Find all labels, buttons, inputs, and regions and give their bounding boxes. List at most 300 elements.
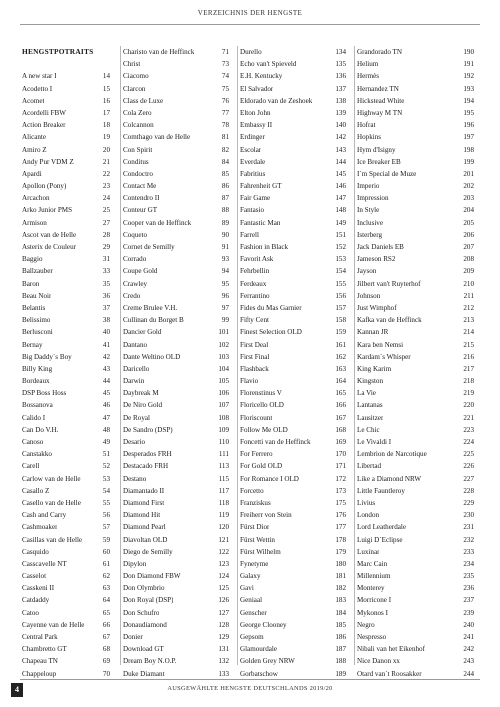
index-entry: [22, 619, 118, 631]
index-entry: [240, 631, 352, 643]
page-ref: 196: [463, 121, 474, 130]
index-entry: [240, 180, 352, 192]
index-entry: [123, 144, 235, 156]
page-ref: 95: [221, 279, 229, 288]
stallion-name: Crawley: [123, 279, 148, 288]
stallion-name: Monterey: [357, 584, 385, 593]
stallion-name: Florenstinus V: [240, 389, 282, 398]
index-entry: [240, 70, 352, 82]
stallion-name: Can Do V.H.: [22, 425, 59, 434]
stallion-name: Canoso: [22, 438, 44, 446]
stallion-name: Catdaddy: [22, 596, 50, 605]
page-ref: 109: [218, 425, 229, 434]
page-ref: 203: [463, 194, 474, 203]
stallion-name: Baron: [22, 279, 40, 288]
page-ref: 14: [102, 72, 110, 81]
page-ref: 73: [221, 60, 229, 69]
index-entry: [22, 412, 118, 424]
stallion-name: Fahrenheit GT: [240, 182, 282, 191]
page-ref: 189: [335, 669, 346, 678]
page-ref: 44: [102, 377, 110, 386]
section-spacer: [22, 58, 118, 70]
index-entry: [357, 546, 480, 558]
index-entry: [123, 156, 235, 168]
index-entry: [240, 131, 352, 143]
page-ref: 168: [335, 425, 346, 434]
stallion-name: Contact Me: [123, 182, 157, 191]
page-ref: 225: [463, 450, 474, 459]
index-entry: [123, 217, 235, 229]
stallion-name: Jayson: [357, 267, 377, 276]
running-header: VERZEICHNIS DER HENGSTE: [197, 9, 303, 17]
stallion-name: Coqueto: [123, 230, 148, 239]
page-ref: 21: [102, 157, 110, 166]
page-ref: 88: [221, 206, 229, 215]
stallion-name: Destacado FRH: [123, 462, 169, 471]
stallion-name: Favorit Ask: [240, 255, 274, 264]
stallion-name: Fehrbellin: [240, 267, 270, 276]
index-entry: [357, 58, 480, 70]
stallion-name: Fabritius: [240, 169, 266, 178]
page-ref: 46: [102, 401, 110, 410]
index-entry: [357, 278, 480, 290]
page-ref: 198: [463, 145, 474, 154]
index-entry: [357, 412, 480, 424]
index-entry: [22, 570, 118, 582]
stallion-name: Casillas van de Helle: [22, 535, 83, 544]
index-entry: [22, 582, 118, 594]
page-ref: 191: [463, 60, 474, 69]
stallion-name: King Karim: [357, 364, 392, 373]
page-ref: 126: [218, 596, 229, 605]
index-entry: [123, 594, 235, 606]
index-entry: [357, 570, 480, 582]
page-ref: 216: [463, 352, 474, 361]
stallion-name: Lantanas: [357, 401, 383, 410]
index-entry: [22, 643, 118, 655]
index-entry: [357, 387, 480, 399]
index-entry: [357, 558, 480, 570]
index-entry: [357, 448, 480, 460]
index-entry: [123, 83, 235, 95]
page-ref: 201: [463, 169, 474, 178]
index-entry: [357, 668, 480, 680]
stallion-name: Alicante: [22, 133, 47, 142]
index-entry: [240, 83, 352, 95]
stallion-name: Diavoltan OLD: [123, 535, 168, 544]
page-ref: 226: [463, 462, 474, 471]
page-ref: 45: [102, 389, 110, 398]
index-entry: [357, 70, 480, 82]
page-ref: 152: [335, 243, 346, 251]
page-ref: 148: [335, 206, 346, 215]
index-entry: [123, 546, 235, 558]
stallion-name: La Vie: [357, 389, 376, 398]
stallion-name: In Style: [357, 206, 380, 215]
index-entry: [22, 265, 118, 277]
stallion-name: Download GT: [123, 645, 164, 654]
index-entry: [123, 119, 235, 131]
stallion-name: Diamond First: [123, 498, 165, 507]
index-entry: [240, 278, 352, 290]
index-entry: [123, 436, 235, 448]
stallion-name: Finest Selection OLD: [240, 328, 302, 337]
index-entry: [357, 119, 480, 131]
page-ref: 210: [463, 279, 474, 288]
stallion-name: Colcannon: [123, 121, 154, 130]
index-entry: [22, 473, 118, 485]
stallion-name: First Deal: [240, 340, 269, 349]
stallion-name: Berlusconi: [22, 328, 53, 337]
index-entry: [240, 424, 352, 436]
index-entry: [240, 339, 352, 351]
index-entry: [22, 497, 118, 509]
index-entry: [240, 607, 352, 619]
stallion-name: Bordeaux: [22, 377, 50, 386]
page-ref: 213: [463, 316, 474, 325]
index-entry: [22, 131, 118, 143]
stallion-name: Con Spirit: [123, 145, 153, 154]
page-ref: 54: [102, 486, 110, 495]
index-entry: [240, 241, 352, 253]
page-ref: 231: [463, 523, 474, 532]
stallion-name: Hopkins: [357, 133, 382, 142]
stallion-name: Kingston: [357, 377, 384, 386]
index-entry: [240, 204, 352, 216]
stallion-name: Geniaal: [240, 596, 263, 605]
page-ref: 91: [221, 243, 229, 251]
stallion-name: Condoctro: [123, 169, 153, 178]
page-ref: 241: [463, 633, 474, 641]
stallion-name: Just Wimphof: [357, 303, 397, 312]
index-entry: [123, 204, 235, 216]
index-entry: [357, 534, 480, 546]
index-entry: [357, 253, 480, 265]
stallion-name: Charisto van de Heffinck: [123, 48, 195, 56]
index-entry: [123, 485, 235, 497]
stallion-name: Dipylon: [123, 559, 147, 568]
page-ref: 42: [102, 352, 110, 361]
page-ref: 55: [102, 498, 110, 507]
page-ref: 234: [463, 559, 474, 568]
page-ref: 230: [463, 511, 474, 520]
page-ref: 119: [218, 511, 229, 520]
stallion-name: Jack Daniels EB: [357, 243, 404, 251]
index-entry: [123, 107, 235, 119]
stallion-name: Casallo Z: [22, 486, 50, 495]
page-ref: 65: [102, 608, 110, 617]
page-ref: 244: [463, 669, 474, 678]
stallion-name: Fürst Wilhelm: [240, 547, 281, 556]
stallion-name: Casello van de Helle: [22, 498, 81, 507]
stallion-name: Armison: [22, 218, 47, 227]
stallion-name: De Sandro (DSP): [123, 425, 173, 434]
page-ref: 110: [218, 438, 229, 446]
stallion-name: Fair Game: [240, 194, 271, 203]
stallion-name: Fashion in Black: [240, 243, 289, 251]
index-entry: [123, 375, 235, 387]
page-ref: 90: [221, 230, 229, 239]
page-ref: 24: [102, 194, 110, 203]
stallion-name: Don Diamond FBW: [123, 572, 181, 581]
page-ref: 228: [463, 486, 474, 495]
stallion-name: Libertad: [357, 462, 382, 471]
page-ref: 209: [463, 267, 474, 276]
page-ref: 221: [463, 413, 474, 422]
stallion-name: Flashback: [240, 364, 269, 373]
page-ref: 129: [218, 633, 229, 641]
page-ref: 41: [102, 340, 110, 349]
page-ref: 165: [335, 389, 346, 398]
stallion-name: El Salvador: [240, 84, 274, 93]
index-entry: [357, 399, 480, 411]
index-entry: [123, 558, 235, 570]
stallion-name: DSP Boss Hoss: [22, 389, 67, 398]
index-entry: [123, 607, 235, 619]
page-ref: 207: [463, 243, 474, 251]
index-entry: [240, 509, 352, 521]
stallion-name: Flavio: [240, 377, 259, 386]
index-entry: [240, 326, 352, 338]
index-entry: [240, 229, 352, 241]
index-entry: [357, 582, 480, 594]
stallion-name: Lausitzer: [357, 413, 384, 422]
page-ref: 172: [335, 474, 346, 483]
index-entry: [240, 594, 352, 606]
stallion-name: Acordelli FBW: [22, 108, 66, 117]
stallion-name: Destano: [123, 474, 147, 483]
page-ref: 136: [335, 72, 346, 81]
page-ref: 144: [335, 157, 346, 166]
index-entry: [123, 619, 235, 631]
stallion-name: Hofrat: [357, 121, 376, 130]
page-ref: 28: [102, 230, 110, 239]
index-entry: [22, 83, 118, 95]
index-entry: [357, 265, 480, 277]
stallion-name: Kardam´s Whisper: [357, 352, 411, 361]
stallion-name: Genscher: [240, 608, 267, 617]
index-entry: [240, 253, 352, 265]
index-entry: [123, 302, 235, 314]
index-entry: [357, 217, 480, 229]
page-ref: 173: [335, 486, 346, 495]
page-ref: 143: [335, 145, 346, 154]
index-entry: [22, 119, 118, 131]
stallion-name: Cooper van de Heffinck: [123, 218, 192, 227]
stallion-name: Canstakko: [22, 450, 52, 459]
index-entry: [123, 229, 235, 241]
index-entry: [22, 180, 118, 192]
index-entry: [123, 570, 235, 582]
index-entry: [240, 265, 352, 277]
index-entry: [22, 448, 118, 460]
page-ref: 149: [335, 218, 346, 227]
index-entry: [240, 46, 352, 58]
page-ref: 146: [335, 182, 346, 191]
page-ref: 37: [102, 303, 110, 312]
stallion-name: Acodetto I: [22, 84, 53, 93]
index-entry: [240, 558, 352, 570]
index-entry: [22, 107, 118, 119]
index-entry: [123, 290, 235, 302]
stallion-name: Donaudiamond: [123, 620, 167, 629]
index-entry: [123, 387, 235, 399]
page-ref: 97: [221, 303, 229, 312]
stallion-name: Bernay: [22, 340, 43, 349]
stallion-name: Mykonos I: [357, 608, 388, 617]
page-ref: 36: [102, 291, 110, 300]
page-ref: 236: [463, 584, 474, 593]
stallion-name: Daybreak M: [123, 389, 159, 398]
stallion-name: Diamantado II: [123, 486, 165, 495]
index-entry: [123, 363, 235, 375]
stallion-name: Andy Pur VDM Z: [22, 157, 74, 166]
stallion-name: Class de Luxe: [123, 96, 164, 105]
page-ref: 76: [221, 96, 229, 105]
index-entry: [123, 253, 235, 265]
index-entry: [240, 119, 352, 131]
index-entry: [240, 156, 352, 168]
page-ref: 199: [463, 157, 474, 166]
page-ref: 171: [335, 462, 346, 471]
index-entry: [357, 326, 480, 338]
index-entry: [357, 144, 480, 156]
stallion-name: Jilbert van't Ruyterhof: [357, 279, 421, 288]
stallion-name: Diego de Semilly: [123, 547, 173, 556]
page-ref: 107: [218, 401, 229, 410]
stallion-name: Dante Weltino OLD: [123, 352, 181, 361]
page-ref: 142: [335, 133, 346, 142]
index-entry: [357, 521, 480, 533]
stallion-name: Casskeni II: [22, 584, 55, 593]
index-entry: [240, 448, 352, 460]
stallion-name: Donier: [123, 633, 143, 641]
index-entry: [357, 607, 480, 619]
index-entry: [123, 582, 235, 594]
index-entry: [22, 521, 118, 533]
page-ref: 60: [102, 547, 110, 556]
stallion-name: Kafka van de Heffinck: [357, 316, 422, 325]
index-entry: [240, 363, 352, 375]
index-entry: [22, 326, 118, 338]
index-entry: [22, 631, 118, 643]
page-ref: 202: [463, 182, 474, 191]
page-ref: 179: [335, 547, 346, 556]
index-entry: [123, 424, 235, 436]
page-ref: 135: [335, 60, 346, 69]
stallion-name: Baggio: [22, 255, 43, 264]
page-ref: 169: [335, 438, 346, 446]
stallion-name: Durello: [240, 48, 262, 56]
page-ref: 87: [221, 194, 229, 203]
page-ref: 183: [335, 596, 346, 605]
page-ref: 102: [218, 340, 229, 349]
index-entry: [357, 339, 480, 351]
stallion-name: Hernandez TN: [357, 84, 399, 93]
index-entry: [22, 558, 118, 570]
index-entry: [357, 363, 480, 375]
index-entry: [357, 509, 480, 521]
page-ref: 48: [102, 425, 110, 434]
stallion-name: Conditus: [123, 157, 149, 166]
index-entry: [357, 168, 480, 180]
page-ref: 190: [463, 48, 474, 56]
index-entry: [357, 131, 480, 143]
stallion-name: Elton John: [240, 108, 271, 117]
page-ref: 82: [221, 145, 229, 154]
index-entry: [123, 58, 235, 70]
index-entry: [22, 204, 118, 216]
page-ref: 118: [218, 498, 229, 507]
index-entry: [240, 302, 352, 314]
index-entry: [22, 241, 118, 253]
page-ref: 106: [218, 389, 229, 398]
index-entry: [240, 460, 352, 472]
index-entry: [123, 168, 235, 180]
index-entry: [22, 339, 118, 351]
stallion-name: Arko Junior PMS: [22, 206, 73, 215]
index-entry: [240, 144, 352, 156]
stallion-name: Dancier Gold: [123, 328, 162, 337]
stallion-name: Marc Cain: [357, 559, 388, 568]
stallion-name: Eldorado van de Zeshoek: [240, 96, 313, 105]
page-ref: 71: [221, 48, 229, 56]
stallion-name: Fantastic Man: [240, 218, 281, 227]
page-ref: 186: [335, 633, 346, 641]
stallion-name: Desario: [123, 438, 146, 446]
page-ref: 154: [335, 267, 346, 276]
page-ref: 185: [335, 620, 346, 629]
stallion-name: Action Breaker: [22, 121, 66, 130]
stallion-name: George Clooney: [240, 620, 287, 629]
stallion-name: Franziskus: [240, 498, 271, 507]
page-ref: 113: [218, 462, 229, 471]
stallion-name: Casquido: [22, 547, 49, 556]
page-ref: 224: [463, 438, 474, 446]
stallion-name: Morricone I: [357, 596, 392, 605]
index-entry: [123, 668, 235, 680]
stallion-name: Ice Breaker EB: [357, 157, 401, 166]
stallion-name: Freiherr von Stein: [240, 511, 292, 520]
index-entry: [22, 168, 118, 180]
stallion-name: Creme Brulee V.H.: [123, 303, 178, 312]
page-ref: 139: [335, 108, 346, 117]
index-entry: [240, 168, 352, 180]
index-entry: [240, 643, 352, 655]
index-entry: [22, 668, 118, 680]
stallion-name: Darwin: [123, 377, 145, 386]
index-entry: [357, 314, 480, 326]
stallion-name: Cullinan du Borget B: [123, 316, 184, 325]
stallion-name: Cayenne van de Helle: [22, 620, 85, 629]
index-entry: [123, 509, 235, 521]
stallion-name: Catoo: [22, 608, 39, 617]
page-ref: 64: [102, 596, 110, 605]
stallion-name: Comthago van de Helle: [123, 133, 191, 142]
index-entry: [357, 594, 480, 606]
index-entry: [357, 497, 480, 509]
index-entry: [123, 192, 235, 204]
index-entry: [240, 619, 352, 631]
stallion-name: Follow Me OLD: [240, 425, 288, 434]
page-ref: 167: [335, 413, 346, 422]
page-ref: 145: [335, 169, 346, 178]
stallion-name: For Ferrero: [240, 450, 273, 459]
index-column-1: [22, 46, 118, 680]
stallion-name: Asterix de Couleur: [22, 243, 76, 251]
stallion-name: Billy King: [22, 364, 53, 373]
index-entry: [123, 326, 235, 338]
